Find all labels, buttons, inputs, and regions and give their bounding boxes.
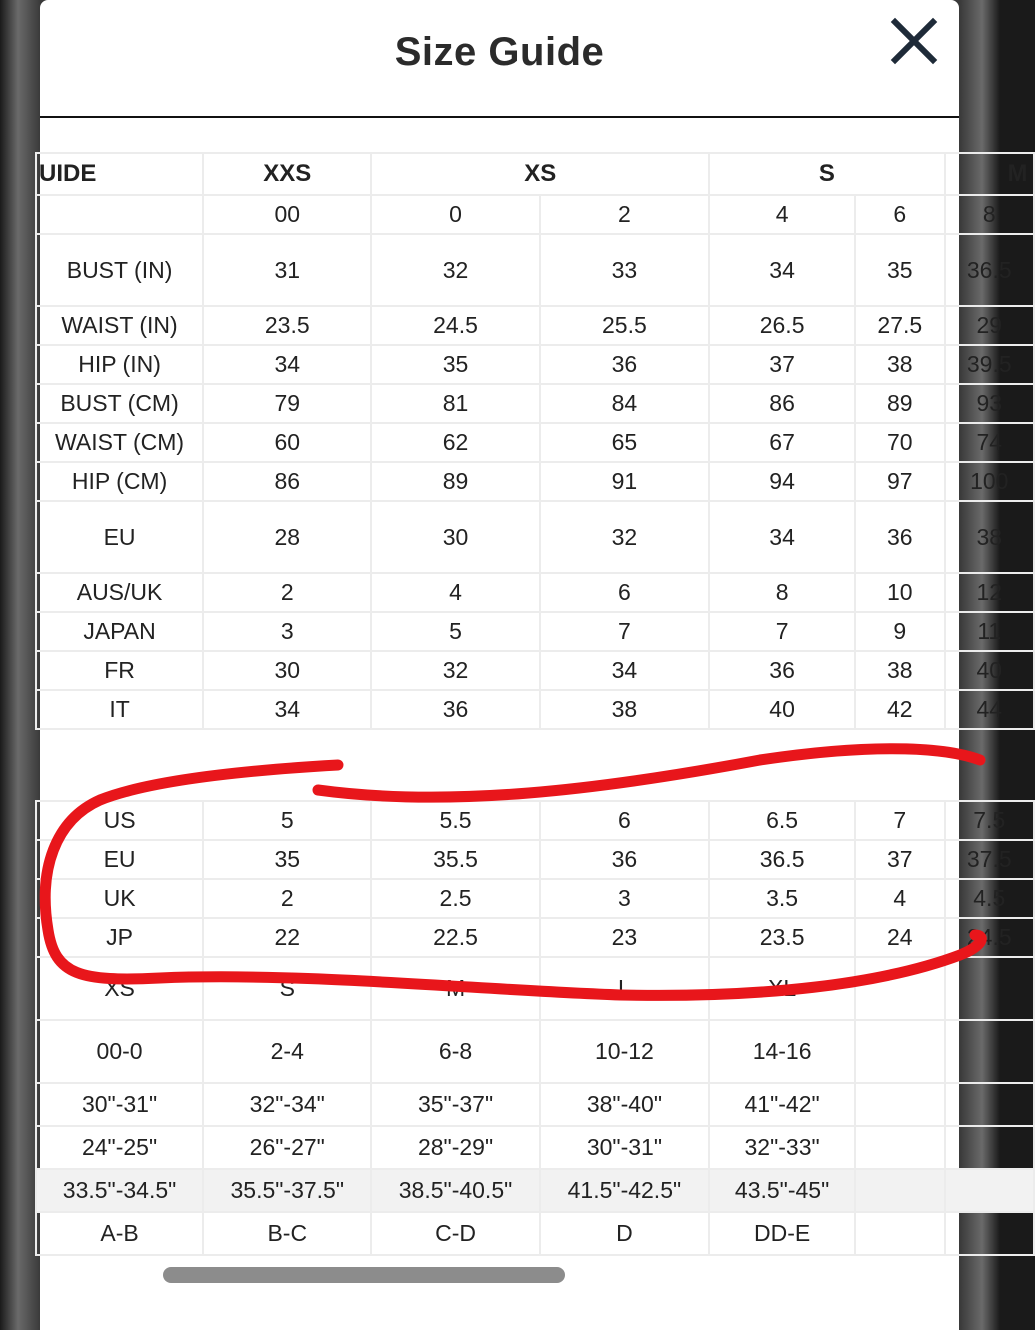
modal-header [40,0,959,118]
table-cell: 34 [709,501,855,573]
table-cell: 35.5 [371,840,539,879]
numeric-size-row [36,195,1034,234]
empty-cell [855,1126,944,1169]
table-cell: 70 [855,423,944,462]
alpha-size-row [36,1169,1034,1212]
table-cell: 34 [540,651,709,690]
table-cell: 22 [203,918,371,957]
table-cell: XL [709,957,855,1020]
table-cell: 12 [945,573,1034,612]
header-cell: UIDE [36,153,203,195]
table-cell: 93 [945,384,1034,423]
empty-cell [945,1083,1034,1126]
header-cell: M [945,153,1034,195]
table-cell: 36 [709,651,855,690]
empty-cell [945,1126,1034,1169]
table-cell: 14-16 [709,1020,855,1083]
empty-cell [855,1212,944,1255]
table-row [36,345,1034,384]
table-cell: 7 [855,801,944,840]
table-cell: 35"-37" [371,1083,539,1126]
table-cell: 91 [540,462,709,501]
table-row [36,573,1034,612]
alpha-size-row [36,1083,1034,1126]
row-label: WAIST (CM) [36,423,203,462]
table-cell: 74 [945,423,1034,462]
table-cell: 7.5 [945,801,1034,840]
row-label: BUST (CM) [36,384,203,423]
table-cell: 41"-42" [709,1083,855,1126]
empty-cell [945,1020,1034,1083]
table-cell: 42 [855,690,944,729]
table-cell: 32 [371,234,539,306]
table-cell: 37.5 [945,840,1034,879]
table-cell: 89 [371,462,539,501]
table-cell: 24 [855,918,944,957]
table-cell: B-C [203,1212,371,1255]
row-label: JP [36,918,203,957]
table-cell: 86 [709,384,855,423]
table-cell: A-B [36,1212,203,1255]
table-cell: 32 [371,651,539,690]
table-cell: 0 [371,195,539,234]
table-row [36,423,1034,462]
table-cell: 44 [945,690,1034,729]
table-cell: 4.5 [945,879,1034,918]
table-cell: 4 [371,573,539,612]
table-row [36,501,1034,573]
table-cell: 2 [203,879,371,918]
table-cell: 24"-25" [36,1126,203,1169]
table-cell: 2.5 [371,879,539,918]
alpha-size-row [36,1126,1034,1169]
table-cell: 36 [540,840,709,879]
table-cell: 89 [855,384,944,423]
table-cell: 4 [709,195,855,234]
table-cell: C-D [371,1212,539,1255]
table-cell: D [540,1212,709,1255]
empty-cell [945,957,1034,1020]
table-cell: 100 [945,462,1034,501]
table-cell: 9 [855,612,944,651]
table-cell: 35 [203,840,371,879]
table-cell: 35.5"-37.5" [203,1169,371,1212]
table-cell: 5.5 [371,801,539,840]
row-label: IT [36,690,203,729]
table-cell: 29 [945,306,1034,345]
table-cell: 40 [945,651,1034,690]
table-cell: S [203,957,371,1020]
table-cell: 26.5 [709,306,855,345]
table-row [36,384,1034,423]
table-cell: 34 [709,234,855,306]
table-cell: 3 [203,612,371,651]
table-cell: 94 [709,462,855,501]
row-label: UK [36,879,203,918]
table-cell: 33.5"-34.5" [36,1169,203,1212]
row-label: US [36,801,203,840]
table-cell: 38 [540,690,709,729]
table-cell: DD-E [709,1212,855,1255]
size-table-scroll-area[interactable] [35,152,1028,1262]
table-cell: 67 [709,423,855,462]
table-cell: 8 [945,195,1034,234]
table-cell: 43.5"-45" [709,1169,855,1212]
table-cell: 36.5 [945,234,1034,306]
table-cell: 34 [203,690,371,729]
table-cell: 30 [371,501,539,573]
table-cell: 86 [203,462,371,501]
header-cell: XS [371,153,709,195]
table-cell: 32"-33" [709,1126,855,1169]
table-cell: 22.5 [371,918,539,957]
header-cell: XXS [203,153,371,195]
table-cell: 10-12 [540,1020,709,1083]
table-cell: 38 [945,501,1034,573]
table-cell: 24.5 [945,918,1034,957]
table-cell: 24.5 [371,306,539,345]
table-cell: 23.5 [709,918,855,957]
table-cell: XS [36,957,203,1020]
table-cell: 00-0 [36,1020,203,1083]
table-cell: 7 [709,612,855,651]
row-label: WAIST (IN) [36,306,203,345]
table-cell: 65 [540,423,709,462]
empty-cell [945,1169,1034,1212]
spacer-cell [36,729,1034,801]
close-button[interactable] [891,18,937,64]
table-cell: 62 [371,423,539,462]
shoe-size-row [36,840,1034,879]
table-cell: 38.5"-40.5" [371,1169,539,1212]
header-row [36,153,1034,195]
spacer-row [36,729,1034,801]
table-cell: 38 [855,345,944,384]
table-cell: 32"-34" [203,1083,371,1126]
table-cell: 40 [709,690,855,729]
table-cell: 38 [855,651,944,690]
table-cell: 39.5 [945,345,1034,384]
row-label: AUS/UK [36,573,203,612]
empty-cell [855,1020,944,1083]
table-cell: 6 [540,573,709,612]
table-row [36,690,1034,729]
table-cell: 23.5 [203,306,371,345]
table-cell: 35 [855,234,944,306]
table-cell: 8 [709,573,855,612]
table-cell: 37 [709,345,855,384]
header-cell: S [709,153,944,195]
table-cell: 30 [203,651,371,690]
table-cell: 36 [855,501,944,573]
shoe-size-row [36,801,1034,840]
table-cell: 34 [203,345,371,384]
table-row [36,306,1034,345]
table-cell: M [371,957,539,1020]
shoe-size-row [36,918,1034,957]
empty-cell [855,1169,944,1212]
table-cell: 31 [203,234,371,306]
size-table [35,152,1035,1256]
alpha-size-row [36,1212,1034,1255]
table-cell: 7 [540,612,709,651]
table-cell: 3 [540,879,709,918]
row-label: BUST (IN) [36,234,203,306]
table-cell: 97 [855,462,944,501]
table-row [36,462,1034,501]
table-cell: 38"-40" [540,1083,709,1126]
table-cell: 11 [945,612,1034,651]
table-cell: 26"-27" [203,1126,371,1169]
table-cell: 25.5 [540,306,709,345]
table-cell: 81 [371,384,539,423]
table-cell: 32 [540,501,709,573]
table-cell: 6 [855,195,944,234]
alpha-size-row [36,957,1034,1020]
table-cell: 41.5"-42.5" [540,1169,709,1212]
table-cell: 30"-31" [36,1083,203,1126]
table-cell: 2 [203,573,371,612]
table-cell: 2-4 [203,1020,371,1083]
table-cell: 28 [203,501,371,573]
row-label: EU [36,501,203,573]
table-cell: 28"-29" [371,1126,539,1169]
table-row [36,651,1034,690]
row-label: EU [36,840,203,879]
horizontal-scrollbar[interactable] [163,1267,565,1283]
table-row [36,612,1034,651]
table-cell: 30"-31" [540,1126,709,1169]
table-cell: 10 [855,573,944,612]
table-cell: 33 [540,234,709,306]
table-row [36,234,1034,306]
table-cell: 6-8 [371,1020,539,1083]
row-label: HIP (CM) [36,462,203,501]
table-cell: 4 [855,879,944,918]
table-cell: 23 [540,918,709,957]
table-cell: 00 [203,195,371,234]
table-cell: 5 [203,801,371,840]
table-cell: 79 [203,384,371,423]
alpha-size-row [36,1020,1034,1083]
table-cell: 27.5 [855,306,944,345]
modal-title: Size Guide [394,30,605,74]
table-cell: 36.5 [709,840,855,879]
empty-cell [855,1083,944,1126]
table-cell: L [540,957,709,1020]
row-label: HIP (IN) [36,345,203,384]
table-cell [36,195,203,234]
empty-cell [945,1212,1034,1255]
table-cell: 3.5 [709,879,855,918]
table-cell: 37 [855,840,944,879]
table-cell: 5 [371,612,539,651]
table-cell: 6 [540,801,709,840]
row-label: FR [36,651,203,690]
table-cell: 36 [540,345,709,384]
shoe-size-row [36,879,1034,918]
table-cell: 35 [371,345,539,384]
empty-cell [855,957,944,1020]
row-label: JAPAN [36,612,203,651]
table-cell: 36 [371,690,539,729]
close-icon [891,18,937,64]
table-cell: 6.5 [709,801,855,840]
table-cell: 2 [540,195,709,234]
table-cell: 84 [540,384,709,423]
table-cell: 60 [203,423,371,462]
